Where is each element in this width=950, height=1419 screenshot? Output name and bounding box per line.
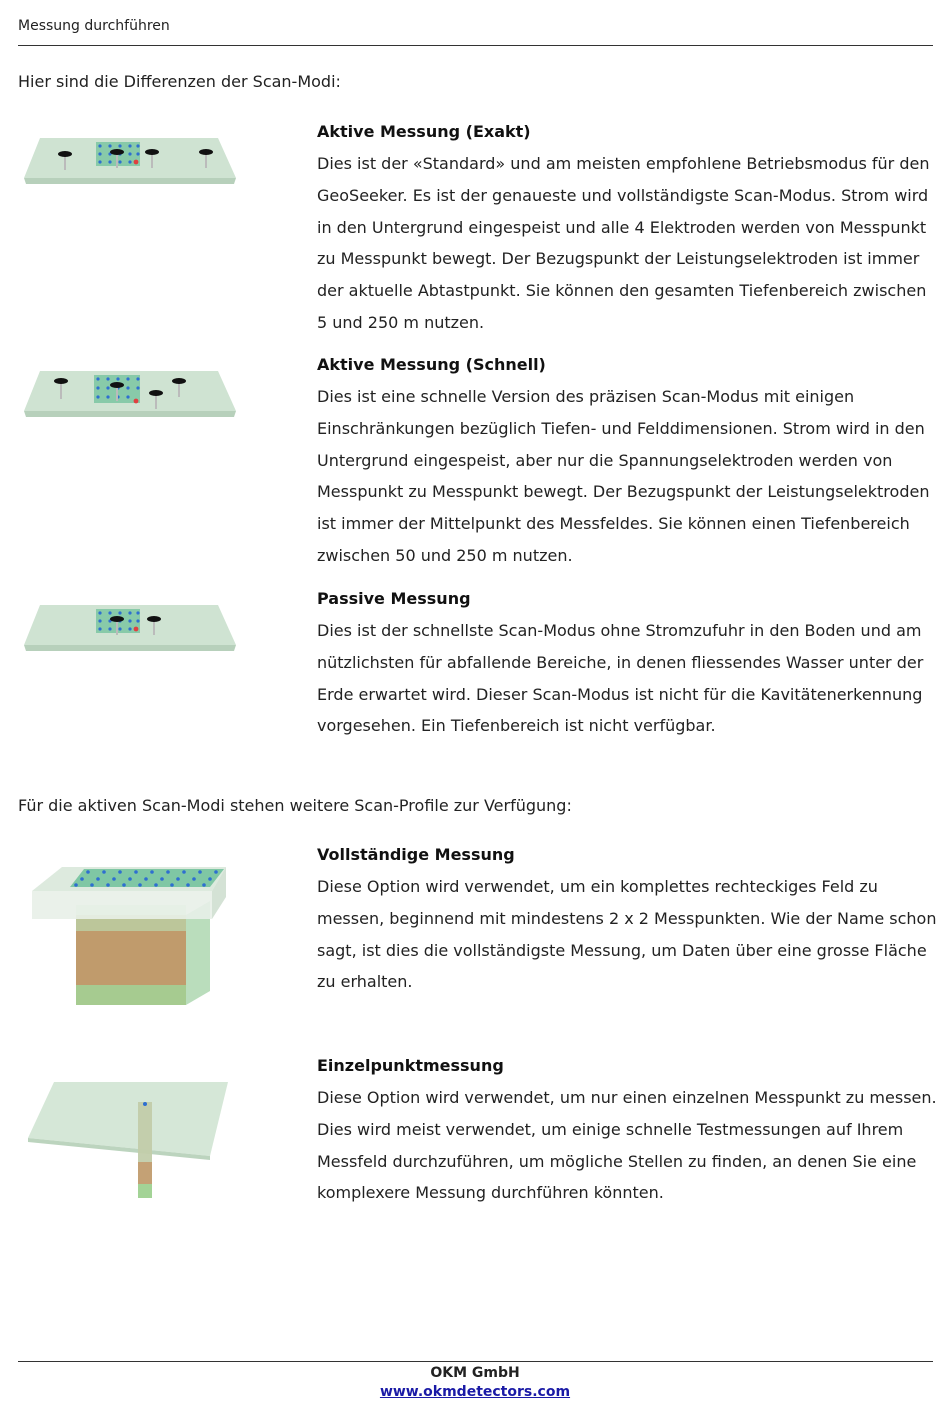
mode-description: Dies ist der schnellste Scan-Modus ohne Stromzufuhr in den Boden und am nützlichsten für abfallende Bereiche, in denen fliessendes Wasser unter der Erde erwartet wird. Dieser Scan-Modus ist nicht für die Kavitätenerkennung vorgesehen. Ein Tiefenbereich ist nicht verfügbar. — [317, 621, 924, 736]
profile-title: Vollständige Messung — [317, 845, 515, 864]
mode-title: Passive Messung — [317, 589, 471, 608]
footer-link[interactable]: www.okmdetectors.com — [379, 1384, 571, 1400]
measurement-grid-icon — [143, 1102, 147, 1106]
mode-fast-illustration — [18, 355, 240, 423]
profile-description: Diese Option wird verwendet, um ein komplettes rechteckiges Feld zu messen, beginnend mit mindestens 2 x 2 Messpunkten. Wie der Name schon sagt, ist dies die vollständigste Messung, um Daten über eine grosse Fläche zu erhalten. — [317, 877, 937, 992]
mode-title: Aktive Messung (Schnell) — [317, 355, 546, 374]
page-header — [18, 18, 933, 46]
mode-passive-text — [317, 589, 937, 742]
profile-title: Einzelpunktmessung — [317, 1056, 504, 1075]
profile-description: Diese Option wird verwendet, um nur einen einzelnen Messpunkt zu messen. Dies wird meist verwendet, um einige schnelle Testmessungen auf Ihrem Messfeld durchzuführen, um mögliche Stellen zu finden, an denen Sie eine komplexere Messung durchführen könnten. — [317, 1088, 937, 1203]
mode-fast-text — [317, 355, 937, 572]
footer-url — [0, 1384, 950, 1400]
intro-profiles: Für die aktiven Scan-Modi stehen weitere Scan-Profile zur Verfügung: — [18, 796, 572, 815]
mode-exact-illustration — [18, 122, 240, 190]
profile-single-illustration — [18, 1056, 240, 1206]
header-title: Messung durchführen — [18, 18, 170, 34]
profile-full-illustration — [18, 845, 240, 1015]
mode-description: Dies ist der «Standard» und am meisten empfohlene Betriebsmodus für den GeoSeeker. Es ist der genaueste und vollständigste Scan-Modus. Strom wird in den Untergrund eingespeist und alle 4 Elektroden werden von Messpunkt zu Messpunkt bewegt. Der Bezugspunkt der Leistungselektroden ist immer der aktuelle Abtastpunkt. Sie können den gesamten Tiefenbereich zwischen 5 und 250 m nutzen. — [317, 154, 930, 332]
mode-exact-text — [317, 122, 937, 339]
intro-modes: Hier sind die Differenzen der Scan-Modi: — [18, 72, 341, 91]
mode-passive-illustration — [18, 589, 240, 657]
footer-company: OKM GmbH — [430, 1365, 520, 1381]
mode-description: Dies ist eine schnelle Version des präzisen Scan-Modus mit einigen Einschränkungen bezüglich Tiefen- und Felddimensionen. Strom wird in den Untergrund eingespeist, aber nur die Spannungselektroden werden von Messpunkt zu Messpunkt bewegt. Der Bezugspunkt der Leistungselektroden ist immer der Mittelpunkt des Messfeldes. Sie können einen Tiefenbereich zwischen 50 und 250 m nutzen. — [317, 387, 930, 565]
profile-single-text — [317, 1056, 937, 1209]
footer-divider — [18, 1361, 933, 1362]
profile-full-text — [317, 845, 937, 998]
mode-title: Aktive Messung (Exakt) — [317, 122, 531, 141]
